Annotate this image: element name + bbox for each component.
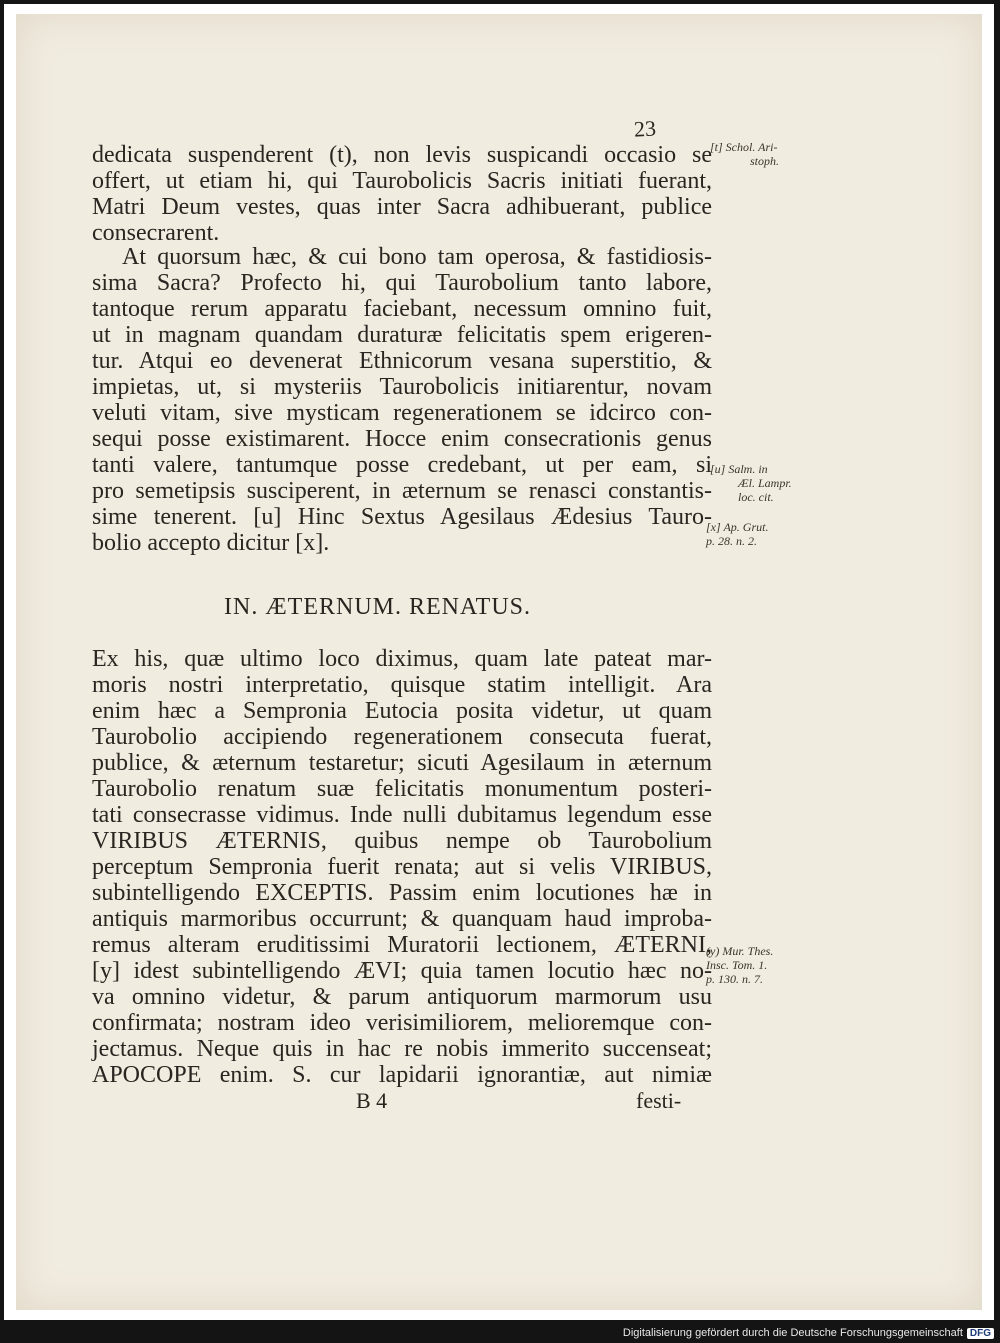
text-line: Ex his, quæ ultimo loco diximus, quam late pateat mar- [92,646,712,672]
text-line: impietas, ut, si mysteriis Taurobolicis initiarentur, novam [92,374,712,400]
note-line: p. 130. n. 7. [706,972,763,986]
catchword: festi- [636,1088,682,1113]
text-line: enim hæc a Sempronia Eutocia posita videtur, ut quam [92,698,712,724]
scan-frame [4,4,994,1320]
paragraph-ex-his [92,646,712,1088]
note-line: Æl. Lampr. [738,476,792,490]
signature-mark: B 4 [356,1088,388,1113]
text-line: [y] idest subintelligendo ÆVI; quia tamen locutio hæc no- [92,958,712,984]
text-line: tanti valere, tantumque posse credebant, ut per eam, si [92,452,712,478]
text-line: confirmata; nostram ideo verisimiliorem, melioremque con- [92,1010,712,1036]
text-line: tantoque rerum apparatu faciebant, necessum omnino fuit, [92,296,712,322]
digitization-footer [623,1327,994,1339]
text-line: remus alteram eruditissimi Muratorii lectionem, ÆTERNI, [92,932,712,958]
margin-note-t [710,140,820,168]
paragraph-continuation [92,142,712,246]
footer-text: Digitalisierung gefördert durch die Deutsche Forschungsgemeinschaft [622,1327,963,1339]
text-line: veluti vitam, sive mysticam regenerationem se idcirco con- [92,400,712,426]
text-line: va omnino videtur, & parum antiquorum marmorum usu [92,984,712,1010]
text-line: sequi posse existimarent. Hocce enim consecrationis genus [92,426,712,452]
text-line: sime tenerent. [u] Hinc Sextus Agesilaus Ædesius Tauro- [92,504,712,530]
dfg-logo: DFG [967,1328,994,1339]
text-line: sima Sacra? Profecto hi, qui Taurobolium tanto labore, [92,270,712,296]
book-page [16,14,982,1310]
margin-note-x [706,520,816,548]
text-line: Matri Deum vestes, quas inter Sacra adhibuerant, publice [92,194,712,220]
margin-note-u [710,462,820,504]
note-line: [t] Schol. Ari- [710,140,778,154]
text-line: consecrarent. [92,220,220,246]
text-line: publice, & æternum testaretur; sicuti Agesilaum in æternum [92,750,712,776]
text-line: bolio accepto dicitur [x]. [92,530,330,556]
text-line: Taurobolio accipiendo regenerationem consecuta fuerat, [92,724,712,750]
text-line: subintelligendo EXCEPTIS. Passim enim locutiones hæ in [92,880,712,906]
note-line: loc. cit. [738,490,774,504]
note-line: (y) Mur. Thes. [706,944,774,958]
text-line: antiquis marmoribus occurrunt; & quanquam haud improba- [92,906,712,932]
paragraph-at-quorsum [92,244,712,556]
text-line: tur. Atqui eo devenerat Ethnicorum vesana superstitio, & [92,348,712,374]
note-line: stoph. [750,154,780,168]
note-line: p. 28. n. 2. [706,534,757,548]
text-line: offert, ut etiam hi, qui Taurobolicis Sacris initiati fuerant, [92,168,712,194]
text-line: pro semetipsis susciperent, in æternum se renasci constantis- [92,478,712,504]
text-line: moris nostri interpretatio, quisque statim intelligit. Ara [92,672,712,698]
page-number: 23 [633,115,657,142]
text-line: jectamus. Neque quis in hac re nobis immerito succenseat; [92,1036,712,1062]
text-line: ut in magnam quandam duraturæ felicitatis spem erigeren- [92,322,712,348]
margin-note-y [706,944,816,986]
text-line: Taurobolio renatum suæ felicitatis monumentum posteri- [92,776,712,802]
note-line: [x] Ap. Grut. [706,520,769,534]
text-line: dedicata suspenderent (t), non levis suspicandi occasio se [92,142,712,168]
text-line: APOCOPE enim. S. cur lapidarii ignorantiæ, aut nimiæ [92,1062,712,1088]
section-heading: IN. ÆTERNUM. RENATUS. [224,594,532,620]
text-line: VIRIBUS ÆTERNIS, quibus nempe ob Taurobolium [92,828,712,854]
note-line: Insc. Tom. 1. [706,958,768,972]
text-line: perceptum Sempronia fuerit renata; aut si velis VIRIBUS, [92,854,712,880]
text-line: At quorsum hæc, & cui bono tam operosa, & fastidiosis- [122,244,712,270]
note-line: [u] Salm. in [710,462,768,476]
text-line: tati consecrasse vidimus. Inde nulli dubitamus legendum esse [92,802,712,828]
